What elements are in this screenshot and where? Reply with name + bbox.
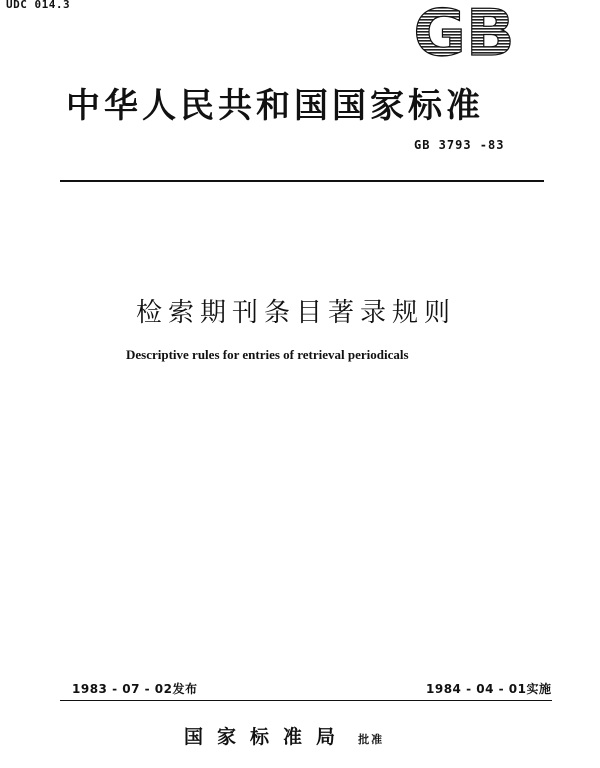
udc-code: UDC 014.3: [6, 0, 71, 11]
gb-logo-text: GB: [413, 4, 515, 60]
effective-date: 1984 - 04 - 01实施: [426, 682, 552, 696]
document-title-english: Descriptive rules for entries of retrieval periodicals: [126, 347, 409, 362]
standard-number: GB 3793 -83: [414, 138, 505, 152]
approving-body: 国家标准局: [184, 726, 350, 748]
approval-line: [184, 722, 384, 749]
approval-word: 批准: [358, 733, 385, 746]
organization-title: 中华人民共和国国家标准: [66, 86, 484, 126]
issue-date: 1983 - 07 - 02发布: [72, 682, 198, 696]
header-divider: [60, 180, 544, 182]
footer-divider: [60, 700, 552, 701]
document-title-chinese: 检索期刊条目著录规则: [136, 298, 457, 328]
gb-logo: [404, 4, 524, 60]
